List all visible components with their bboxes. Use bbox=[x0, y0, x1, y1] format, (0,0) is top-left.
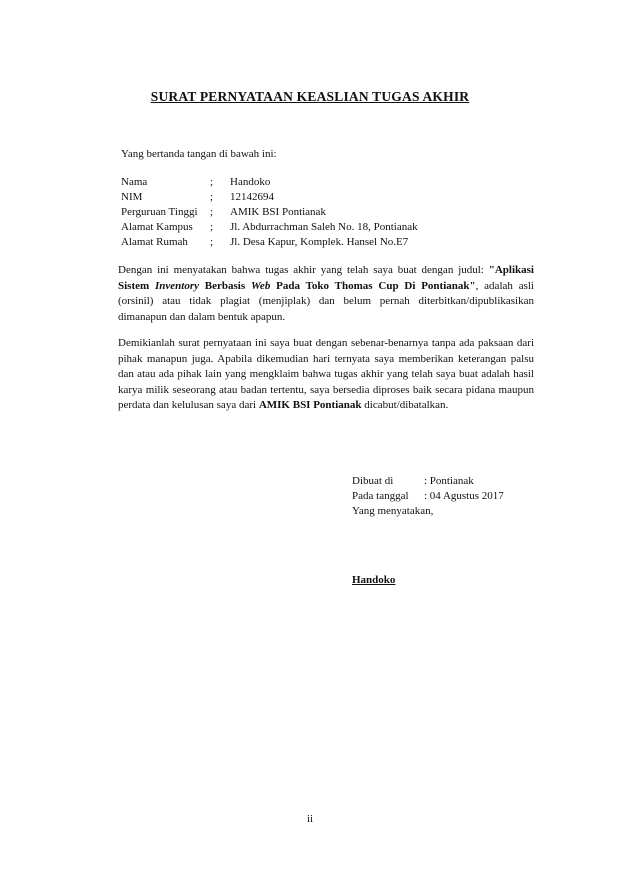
intro-text: Yang bertanda tangan di bawah ini: bbox=[121, 148, 277, 160]
signature-date-label: Pada tanggal bbox=[352, 490, 409, 502]
identity-label: NIM bbox=[121, 191, 143, 203]
page-number: ii bbox=[306, 813, 314, 825]
identity-label: Alamat Kampus bbox=[121, 221, 193, 233]
identity-label: Nama bbox=[121, 176, 148, 188]
identity-row-nim bbox=[121, 190, 418, 205]
identity-row-campus-address bbox=[121, 220, 418, 235]
identity-row-name bbox=[121, 175, 418, 190]
statement-text: Dengan ini menyatakan bahwa tugas akhir yang telah saya buat dengan judul: bbox=[118, 264, 489, 276]
thesis-title-part: Pada Toko Thomas Cup Di Pontianak" bbox=[270, 279, 476, 292]
identity-separator: ; bbox=[210, 206, 214, 218]
statement-text: , adalah asli (orsinil) atau tidak plagiat (menjiplak) dan belum pernah diterbitkan/dipublikasikan dimanapun dan dalam bentuk apapun. bbox=[118, 279, 534, 323]
identity-value: Jl. Desa Kapur, Komplek. Hansel No.E7 bbox=[230, 236, 409, 248]
thesis-title-italic: Web bbox=[250, 279, 271, 292]
identity-separator: ; bbox=[210, 236, 214, 248]
thesis-title-part: Berbasis bbox=[198, 279, 251, 292]
declaration-text: Demikianlah surat pernyataan ini saya buat dengan sebenar-benarnya tanpa ada paksaan dari pihak manapun juga. Apabila dikemudian hari ternyata saya memberikan keterangan palsu dan atau ada pihak lain yang mengklaim bahwa tugas akhir yang telah saya buat adalah hasil karya milik seseorang atau badan tertentu, saya bersedia diproses baik secara pidana maupun perdata dan kelulusan saya dari bbox=[118, 337, 534, 411]
declaration-text: dicabut/dibatalkan. bbox=[361, 399, 449, 411]
statement-paragraph bbox=[118, 263, 534, 325]
identity-separator: ; bbox=[210, 176, 214, 188]
identity-value: Handoko bbox=[230, 176, 271, 188]
declaration-paragraph bbox=[118, 336, 534, 414]
identity-separator: ; bbox=[210, 191, 214, 203]
identity-label: Perguruan Tinggi bbox=[121, 206, 198, 218]
identity-table bbox=[121, 175, 418, 250]
thesis-title-italic: Inventory bbox=[154, 279, 199, 292]
document-title: SURAT PERNYATAAN KEASLIAN TUGAS AKHIR bbox=[150, 89, 470, 104]
signature-block bbox=[352, 474, 504, 519]
identity-row-home-address bbox=[121, 235, 418, 250]
identity-value: AMIK BSI Pontianak bbox=[230, 206, 326, 218]
signature-place-row bbox=[352, 474, 504, 489]
thesis-title-part: "Aplikasi Sistem bbox=[118, 264, 534, 292]
signature-place-label: Dibuat di bbox=[352, 475, 394, 487]
signature-statement: Yang menyatakan, bbox=[352, 505, 434, 517]
identity-label: Alamat Rumah bbox=[121, 236, 188, 248]
identity-value: 12142694 bbox=[230, 191, 274, 203]
institution-name: AMIK BSI Pontianak bbox=[258, 399, 362, 411]
identity-value: Jl. Abdurrachman Saleh No. 18, Pontianak bbox=[230, 221, 418, 233]
signature-place-value: : Pontianak bbox=[424, 475, 474, 487]
signature-date-value: : 04 Agustus 2017 bbox=[424, 490, 504, 502]
identity-separator: ; bbox=[210, 221, 214, 233]
signatory-name: Handoko bbox=[352, 574, 396, 586]
signature-date-row bbox=[352, 489, 504, 504]
identity-row-institution bbox=[121, 205, 418, 220]
